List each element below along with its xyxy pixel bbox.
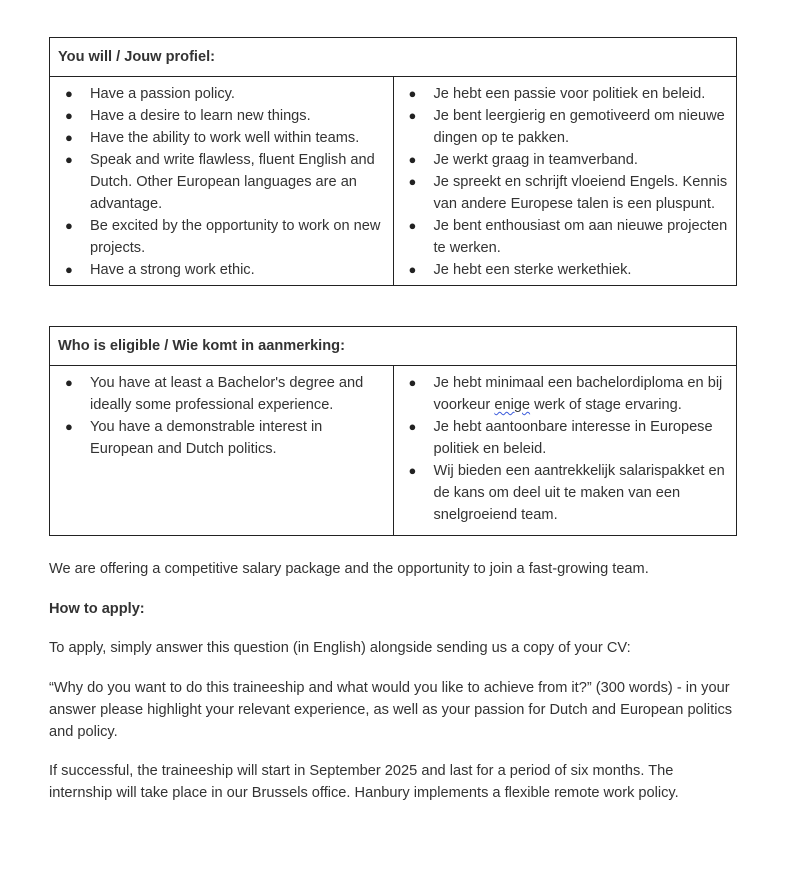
list-item: ● Je hebt een passie voor politiek en beleid.: [402, 83, 731, 105]
bullet-icon: ●: [65, 419, 73, 434]
bullet-icon: ●: [408, 375, 417, 390]
eligibility-dutch-cell: [393, 366, 737, 536]
profile-table: [49, 37, 737, 286]
offer-paragraph: We are offering a competitive salary package and the opportunity to join a fast-growing team.: [49, 561, 649, 577]
bullet-icon: ●: [408, 419, 417, 434]
bullet-icon: ●: [408, 262, 417, 277]
bullet-icon: ●: [408, 463, 417, 478]
bullet-icon: ●: [65, 262, 73, 277]
profile-dutch-list: [402, 83, 731, 281]
bullet-icon: ●: [408, 152, 417, 167]
bullet-icon: ●: [65, 108, 73, 123]
closing-paragraph: If successful, the traineeship will start in September 2025 and last for a period of six months. The internship will take place in our Brussels office. Hanbury implements a flexible remote work policy.: [49, 763, 679, 801]
list-item: ● Have a passion policy.: [58, 83, 387, 105]
list-item: ● Je bent enthousiast om aan nieuwe projecten te werken.: [402, 215, 731, 259]
eligibility-english-list: [58, 372, 387, 460]
list-item: ● Speak and write flawless, fluent English and Dutch. Other European languages are an advantage.: [58, 149, 387, 215]
list-item: ● Je spreekt en schrijft vloeiend Engels. Kennis van andere Europese talen is een pluspunt.: [402, 171, 731, 215]
bullet-icon: ●: [65, 375, 73, 390]
bullet-icon: ●: [408, 174, 417, 189]
list-item: ● Je hebt een sterke werkethiek.: [402, 259, 731, 281]
how-to-apply-heading: How to apply:: [49, 601, 145, 617]
list-item: ● Have the ability to work well within teams.: [58, 127, 387, 149]
profile-table-header: You will / Jouw profiel:: [50, 38, 737, 77]
list-item: ● Be excited by the opportunity to work on new projects.: [58, 215, 387, 259]
spellcheck-flagged-word[interactable]: enige: [494, 397, 531, 413]
list-item: ● Have a strong work ethic.: [58, 259, 387, 281]
list-item: ● Have a desire to learn new things.: [58, 105, 387, 127]
bullet-icon: ●: [408, 218, 417, 233]
bullet-icon: ●: [408, 108, 417, 123]
list-item: ● You have a demonstrable interest in European and Dutch politics.: [58, 416, 387, 460]
bullet-icon: ●: [408, 86, 417, 101]
list-item: ● Je hebt aantoonbare interesse in Europese politiek en beleid.: [402, 416, 731, 460]
list-item: ● Je bent leergierig en gemotiveerd om nieuwe dingen op te pakken.: [402, 105, 731, 149]
eligibility-table: [49, 326, 737, 536]
list-item: ● Je hebt minimaal een bachelordiploma en bij voorkeur enige werk of stage ervaring.: [402, 372, 731, 416]
apply-instructions-paragraph: To apply, simply answer this question (in English) alongside sending us a copy of your CV:: [49, 640, 631, 656]
document-page: [49, 37, 737, 804]
profile-english-list: [58, 83, 387, 281]
profile-english-cell: [50, 77, 394, 286]
bullet-icon: ●: [65, 86, 73, 101]
eligibility-english-cell: [50, 366, 394, 536]
bullet-icon: ●: [65, 130, 73, 145]
list-item: ● You have at least a Bachelor's degree and ideally some professional experience.: [58, 372, 387, 416]
bullet-icon: ●: [65, 152, 73, 167]
list-item: ● Wij bieden een aantrekkelijk salarispakket en de kans om deel uit te maken van een snelgroeiend team.: [402, 460, 731, 526]
eligibility-dutch-list: [402, 372, 731, 526]
bullet-icon: ●: [65, 218, 73, 233]
profile-dutch-cell: [393, 77, 737, 286]
application-question-paragraph: “Why do you want to do this traineeship and what would you like to achieve from it?” (300 words) - in your answer please highlight your relevant experience, as well as your passion for Dutch and European politics and policy.: [49, 680, 733, 740]
eligibility-table-header: Who is eligible / Wie komt in aanmerking:: [50, 327, 737, 366]
list-item: ● Je werkt graag in teamverband.: [402, 149, 731, 171]
